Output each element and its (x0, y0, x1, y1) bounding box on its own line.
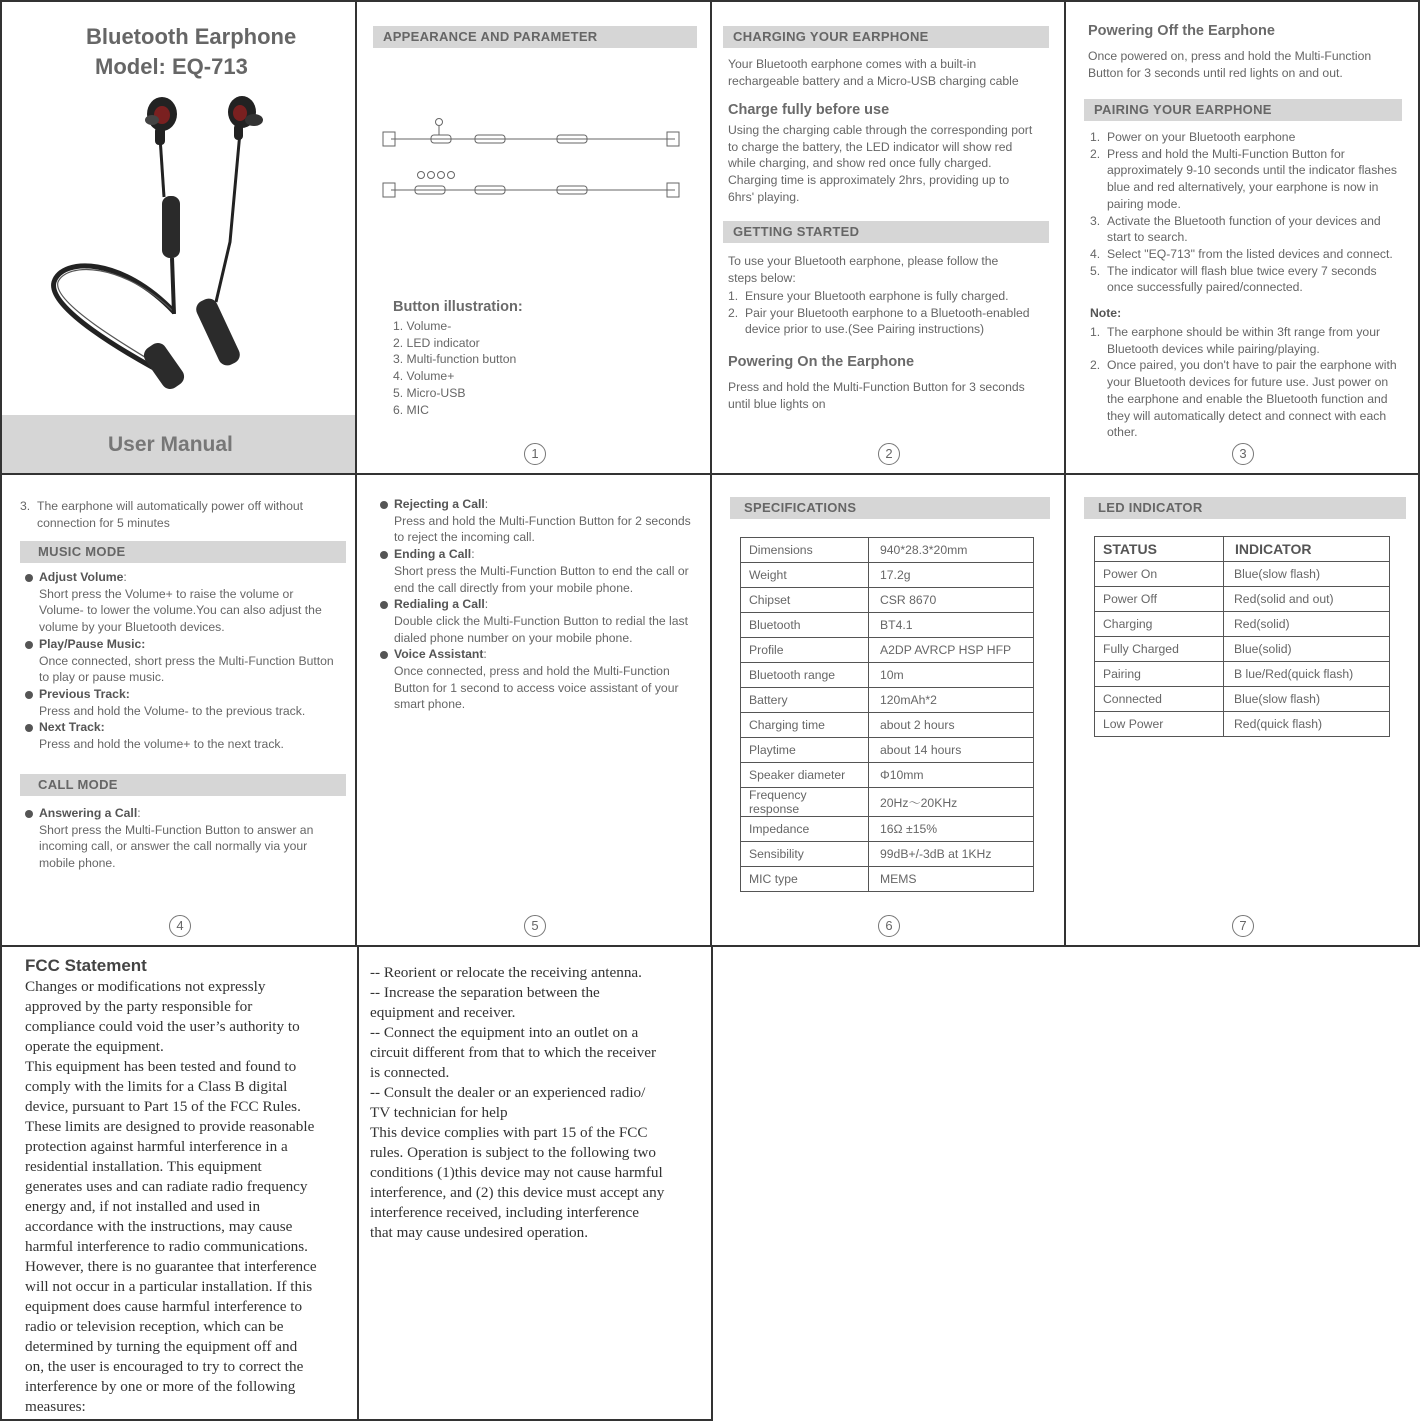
fcc-line: generates uses and can radiate radio frequency (25, 1178, 308, 1195)
fcc-line: -- Increase the separation between the (370, 984, 600, 1001)
spec-value: 120mAh*2 (869, 688, 1034, 713)
fcc-line: These limits are designed to provide reasonable (25, 1118, 315, 1135)
table-row (741, 588, 1034, 613)
fcc-line: This equipment has been tested and found to (25, 1058, 297, 1075)
fcc-line: on, the user is encouraged to try to correct the (25, 1358, 304, 1375)
list-item: Answering a Call: Short press the Multi-Function Button to answer an incoming call, or answer the call normally via your mobile phone. (22, 805, 334, 872)
note-title: Note: (1090, 306, 1122, 320)
power-off-text: Once powered on, press and hold the Multi-Function Button for 3 seconds until red lights on and out. (1088, 49, 1372, 80)
fcc-line: TV technician for help (370, 1104, 508, 1121)
section-header: SPECIFICATIONS (730, 497, 1050, 519)
table-row (1095, 587, 1390, 612)
music-mode-list (22, 569, 334, 753)
list-item: 1. Ensure your Bluetooth earphone is fully charged. (728, 289, 1009, 303)
model-label: Model: EQ-713 (95, 54, 248, 79)
status-cell: Connected (1095, 687, 1224, 712)
list-item: 2. Pair your Bluetooth earphone to a Bluetooth-enabled device prior to use.(See Pairing instructions) (728, 305, 1030, 337)
table-row (741, 688, 1034, 713)
list-item: 3. Multi-function button (393, 352, 517, 367)
fcc-line: equipment does cause harmful interference to (25, 1298, 303, 1315)
list-item: 1. Power on your Bluetooth earphone (1090, 130, 1296, 144)
table-header-row (1095, 537, 1390, 562)
fcc-line: radio or television reception, which can be (25, 1318, 284, 1335)
fcc-line: measures: (25, 1398, 86, 1415)
fcc-panel-1 (0, 945, 359, 1421)
list-item: Previous Track: Press and hold the Volume- to the previous track. (22, 686, 334, 719)
fcc-line: comply with the limits for a Class B digital (25, 1078, 288, 1095)
fcc-line: approved by the party responsible for (25, 998, 253, 1015)
table-row (1095, 562, 1390, 587)
auto-power-off-note (20, 498, 340, 531)
indicator-cell: Red(solid and out) (1224, 587, 1390, 612)
table-row (741, 788, 1034, 817)
notes-list (1090, 324, 1406, 441)
spec-value: 10m (869, 663, 1034, 688)
list-item: 6. MIC (393, 402, 429, 417)
fcc-panel-2 (357, 945, 713, 1421)
table-row (741, 638, 1034, 663)
fcc-line: -- Consult the dealer or an experienced radio/ (370, 1084, 646, 1101)
page-number: 3 (1232, 443, 1254, 465)
call-mode-list (22, 805, 334, 872)
list-item: 4. Volume+ (393, 369, 455, 384)
list-item: 1. The earphone should be within 3ft range from your Bluetooth devices while pairing/playing. (1090, 325, 1381, 356)
user-manual-label: User Manual (108, 433, 233, 456)
spec-label: Bluetooth range (741, 663, 869, 688)
section-header: CALL MODE (20, 774, 346, 796)
spec-label: Frequency response (741, 788, 869, 817)
fcc-line: will not occur in a particular installation. If this (25, 1278, 313, 1295)
fcc-line: energy and, if not installed and used in (25, 1198, 261, 1215)
spec-value: 940*28.3*20mm (869, 538, 1034, 563)
list-item: 2. Once paired, you don't have to pair the earphone with your Bluetooth devices for future use. Just power on the earphone and enable the Bluetooth function and they will automatically detect and connect with each other. (1090, 358, 1397, 440)
fcc-line: determined by turning the equipment off and (25, 1338, 298, 1355)
table-row (741, 867, 1034, 892)
page-number: 2 (878, 443, 900, 465)
status-cell: Power Off (1095, 587, 1224, 612)
table-row (741, 538, 1034, 563)
spec-label: Speaker diameter (741, 763, 869, 788)
fcc-line: is connected. (370, 1064, 450, 1081)
status-cell: Power On (1095, 562, 1224, 587)
spec-value: 20Hz～20KHz (869, 788, 1034, 817)
charge-text: Using the charging cable through the corresponding port to charge the battery, the LED indicator will show red while charging, and show red once fully charged. Charging time is approximately 2hrs, providing up to 6hrs' playing. (728, 123, 1033, 204)
table-row (741, 613, 1034, 638)
table-row (1095, 712, 1390, 737)
spec-label: Sensibility (741, 842, 869, 867)
status-cell: Pairing (1095, 662, 1224, 687)
fcc-text (25, 977, 355, 1417)
charge-title: Charge fully before use (728, 102, 890, 118)
column-header: STATUS (1095, 537, 1224, 562)
list-item: Ending a Call: Short press the Multi-Function Button to end the call or end the call directly from your mobile phone. (377, 546, 701, 596)
list-item: Play/Pause Music: Once connected, short press the Multi-Function Button to play or pause music. (22, 636, 334, 686)
status-cell: Charging (1095, 612, 1224, 637)
panel-3 (1064, 0, 1420, 475)
fcc-line: This device complies with part 15 of the FCC (370, 1124, 648, 1141)
spec-label: Battery (741, 688, 869, 713)
spec-label: Dimensions (741, 538, 869, 563)
power-on-title: Powering On the Earphone (728, 354, 915, 370)
fcc-line: -- Reorient or relocate the receiving antenna. (370, 964, 642, 981)
fcc-line: that may cause undesired operation. (370, 1224, 589, 1241)
spec-value: 99dB+/-3dB at 1KHz (869, 842, 1034, 867)
charging-intro: Your Bluetooth earphone comes with a built-in rechargeable battery and a Micro-USB charging cable (728, 57, 1019, 88)
spec-label: Weight (741, 563, 869, 588)
getting-started-steps (728, 288, 1040, 338)
fcc-line: interference by one or more of the following (25, 1378, 296, 1395)
table-row (741, 738, 1034, 763)
panel-7 (1064, 473, 1420, 947)
list-item: 2. Press and hold the Multi-Function Button for approximately 9-10 seconds until the indicator flashes blue and red alternatively, your earphone is now in pairing mode. (1090, 146, 1397, 211)
spec-value: about 2 hours (869, 713, 1034, 738)
table-row (741, 663, 1034, 688)
list-item: 3. Activate the Bluetooth function of your devices and start to search. (1090, 213, 1381, 245)
list-item: 5. The indicator will flash blue twice every 7 seconds once successfully paired/connected. (1090, 263, 1377, 295)
list-item: Redialing a Call: Double click the Multi-Function Button to redial the last dialed phone number on your mobile phone. (377, 596, 701, 646)
list-item: Rejecting a Call: Press and hold the Multi-Function Button for 2 seconds to reject the incoming call. (377, 496, 701, 546)
table-row (741, 763, 1034, 788)
table-row (741, 713, 1034, 738)
fcc-line: interference, and (2) this device must accept any (370, 1184, 665, 1201)
status-cell: Fully Charged (1095, 637, 1224, 662)
indicator-cell: Red(quick flash) (1224, 712, 1390, 737)
spec-value: A2DP AVRCP HSP HFP (869, 638, 1034, 663)
fcc-text-cont (370, 963, 706, 1243)
spec-value: 17.2g (869, 563, 1034, 588)
panel-6 (710, 473, 1067, 947)
fcc-line: compliance could void the user’s authority to (25, 1018, 300, 1035)
spec-label: Charging time (741, 713, 869, 738)
getting-started-intro: To use your Bluetooth earphone, please follow the steps below: (728, 254, 999, 285)
spec-value: about 14 hours (869, 738, 1034, 763)
spec-label: Chipset (741, 588, 869, 613)
page-number: 4 (169, 915, 191, 937)
fcc-line: interference received, including interference (370, 1204, 639, 1221)
panel-1 (355, 0, 712, 475)
cover-panel (0, 0, 357, 475)
spec-value: Φ10mm (869, 763, 1034, 788)
earphone-product-image (2, 82, 357, 402)
fcc-line: accordance with the instructions, may cause (25, 1218, 293, 1235)
spec-value: 16Ω ±15% (869, 817, 1034, 842)
specifications-table (740, 537, 1034, 892)
fcc-line: -- Connect the equipment into an outlet on a (370, 1024, 639, 1041)
panel-5 (355, 473, 712, 947)
panel-2 (710, 0, 1067, 475)
spec-label: Impedance (741, 817, 869, 842)
section-header: GETTING STARTED (723, 221, 1049, 243)
section-header: MUSIC MODE (20, 541, 346, 563)
list-item: Adjust Volume: Short press the Volume+ to raise the volume or Volume- to lower the volume.You can also adjust the volume by your Bluetooth devices. (22, 569, 334, 636)
product-title: Bluetooth Earphone (86, 24, 297, 49)
page-number: 1 (524, 443, 546, 465)
cable-diagram (377, 102, 707, 212)
spec-label: Profile (741, 638, 869, 663)
list-item: 1. Volume- (393, 319, 452, 333)
list-item: 2. LED indicator (393, 335, 480, 350)
section-header: LED INDICATOR (1084, 497, 1406, 519)
power-on-text: Press and hold the Multi-Function Button for 3 seconds until blue lights on (728, 380, 1025, 411)
fcc-line: device, pursuant to Part 15 of the FCC Rules. (25, 1098, 301, 1115)
list-item: Next Track: Press and hold the volume+ to the next track. (22, 719, 334, 752)
fcc-line: circuit different from that to which the receiver (370, 1044, 657, 1061)
table-row (741, 563, 1034, 588)
indicator-cell: B lue/Red(quick flash) (1224, 662, 1390, 687)
table-row (1095, 687, 1390, 712)
page-number: 7 (1232, 915, 1254, 937)
pairing-steps (1090, 129, 1406, 296)
fcc-line: protection against harmful interference in a (25, 1138, 288, 1155)
indicator-cell: Blue(slow flash) (1224, 687, 1390, 712)
spec-value: MEMS (869, 867, 1034, 892)
fcc-line: conditions (1)this device may not cause harmful (370, 1164, 663, 1181)
button-illustration-title: Button illustration: (393, 299, 523, 315)
table-row (1095, 637, 1390, 662)
section-header: APPEARANCE AND PARAMETER (373, 26, 697, 48)
section-header: PAIRING YOUR EARPHONE (1084, 99, 1402, 121)
fcc-line: However, there is no guarantee that interference (25, 1258, 317, 1275)
fcc-line: Changes or modifications not expressly (25, 978, 266, 995)
button-list (393, 318, 516, 418)
table-row (1095, 612, 1390, 637)
table-row (1095, 662, 1390, 687)
led-indicator-table (1094, 536, 1390, 737)
section-header: CHARGING YOUR EARPHONE (723, 26, 1049, 48)
call-mode-list-cont (377, 496, 701, 713)
list-item: 4. Select "EQ-713" from the listed devices and connect. (1090, 246, 1393, 261)
fcc-line: harmful interference to radio communications. (25, 1238, 308, 1255)
list-item: Voice Assistant: Once connected, press and hold the Multi-Function Button for 1 second to access voice assistant of your smart phone. (377, 646, 701, 713)
column-header: INDICATOR (1224, 537, 1390, 562)
list-item: 5. Micro-USB (393, 385, 466, 400)
spec-value: CSR 8670 (869, 588, 1034, 613)
fcc-line: operate the equipment. (25, 1038, 164, 1055)
power-off-title: Powering Off the Earphone (1088, 23, 1275, 39)
spec-label: Playtime (741, 738, 869, 763)
status-cell: Low Power (1095, 712, 1224, 737)
fcc-title: FCC Statement (25, 956, 147, 975)
page-number: 5 (524, 915, 546, 937)
fcc-line: residential installation. This equipment (25, 1158, 262, 1175)
page-number: 6 (878, 915, 900, 937)
indicator-cell: Red(solid) (1224, 612, 1390, 637)
indicator-cell: Blue(solid) (1224, 637, 1390, 662)
fcc-line: equipment and receiver. (370, 1004, 516, 1021)
table-row (741, 817, 1034, 842)
spec-value: BT4.1 (869, 613, 1034, 638)
list-item: 3. The earphone will automatically power off without connection for 5 minutes (20, 499, 304, 530)
indicator-cell: Blue(slow flash) (1224, 562, 1390, 587)
fcc-line: rules. Operation is subject to the following two (370, 1144, 656, 1161)
panel-4 (0, 473, 357, 947)
table-row (741, 842, 1034, 867)
spec-label: MIC type (741, 867, 869, 892)
spec-label: Bluetooth (741, 613, 869, 638)
